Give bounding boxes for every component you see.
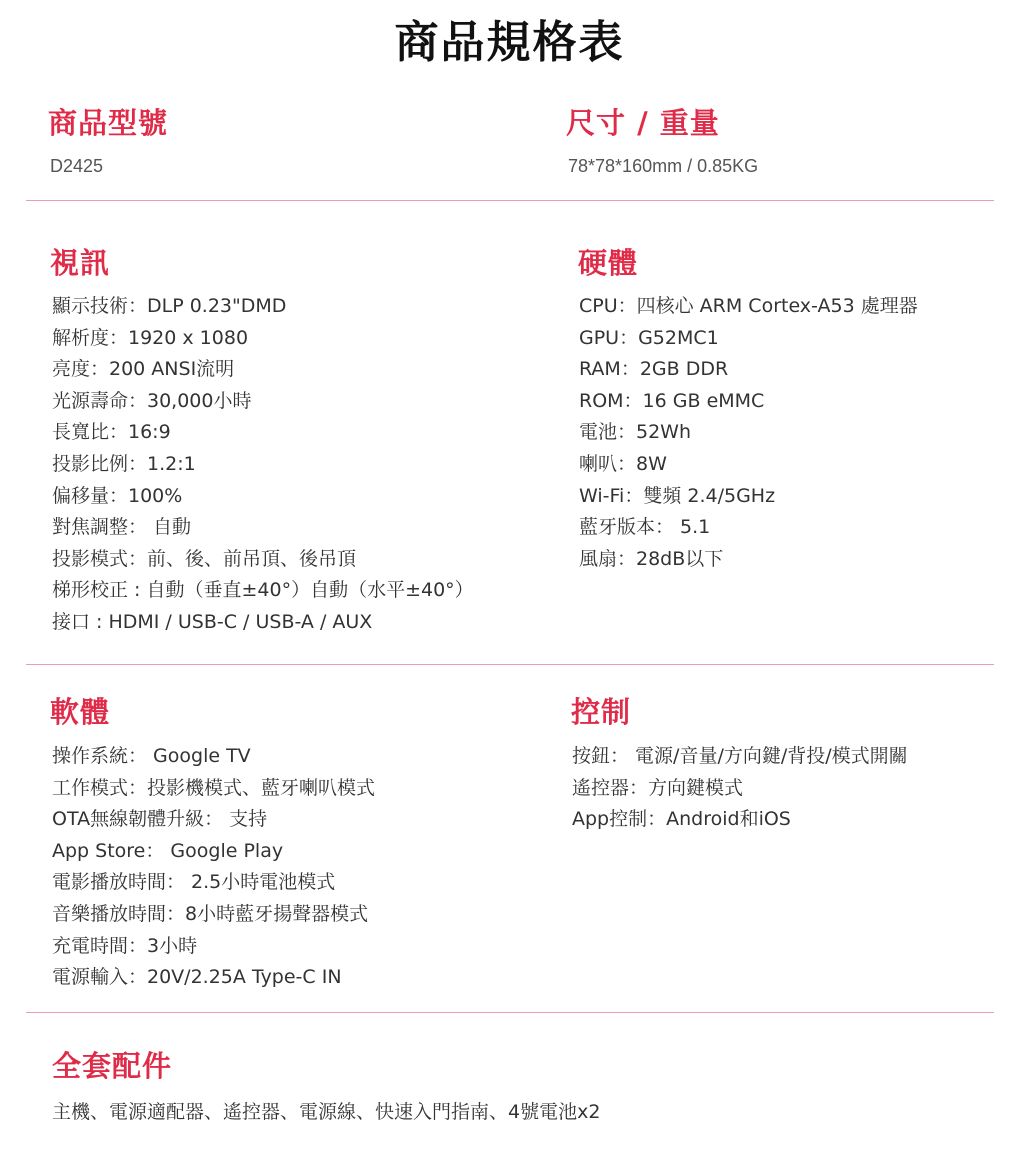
video-title: 視訊 (50, 246, 111, 280)
spec-item: Wi-Fi：雙頻 2.4/5GHz (579, 484, 776, 507)
size-value: 78*78*160mm / 0.85KG (568, 156, 759, 176)
video-spec-list (52, 291, 474, 639)
spec-item: RAM：2GB DDR (579, 358, 729, 381)
spec-item: CPU：四核心 ARM Cortex-A53 處理器 (579, 295, 918, 317)
spec-item: 遙控器：方向鍵模式 (572, 776, 744, 799)
spec-item: 電池：52Wh (579, 421, 692, 444)
hardware-title: 硬體 (578, 246, 639, 280)
size-title: 尺寸 / 重量 (566, 106, 720, 140)
spec-item: GPU：G52MC1 (579, 326, 719, 349)
spec-item: 電影播放時間： 2.5小時電池模式 (52, 871, 336, 894)
spec-item: 偏移量：100% (52, 484, 183, 507)
spec-item: 投影模式：前、後、前吊頂、後吊頂 (52, 547, 357, 570)
spec-item: 風扇：28dB以下 (579, 547, 724, 570)
spec-item: 音樂播放時間：8小時藍牙揚聲器模式 (52, 902, 369, 925)
divider (26, 200, 994, 201)
model-title: 商品型號 (48, 106, 169, 140)
divider (26, 1012, 994, 1013)
spec-item: 對焦調整： 自動 (52, 516, 192, 539)
hardware-spec-list (579, 291, 918, 575)
model-value: D2425 (50, 156, 104, 176)
spec-item: 喇叭：8W (579, 452, 667, 475)
spec-item: 投影比例：1.2:1 (52, 452, 196, 475)
spec-item: OTA無線韌體升級： 支持 (52, 808, 268, 831)
spec-item: 光源壽命：30,000小時 (52, 389, 252, 412)
control-title: 控制 (571, 695, 632, 729)
spec-item: 電源輸入：20V/2.25A Type-C IN (52, 966, 342, 989)
spec-item: 按鈕： 電源/音量/方向鍵/背投/模式開關 (572, 745, 908, 767)
page-title: 商品規格表 (394, 17, 625, 68)
spec-item: 操作系統： Google TV (52, 745, 251, 767)
spec-item: 梯形校正 : 自動（垂直±40°）自動（水平±40°） (52, 579, 474, 602)
spec-item: App Store： Google Play (52, 839, 284, 862)
spec-item: 工作模式：投影機模式、藍牙喇叭模式 (52, 776, 376, 799)
spec-item: App控制：Android和iOS (572, 808, 791, 831)
spec-item: 長寬比：16:9 (52, 421, 171, 444)
spec-item: 充電時間：3小時 (52, 934, 198, 957)
accessories-title: 全套配件 (52, 1049, 173, 1083)
divider (26, 664, 994, 665)
spec-item: 顯示技術：DLP 0.23"DMD (52, 295, 287, 317)
spec-item: 藍牙版本： 5.1 (579, 516, 711, 539)
accessories-list: 主機、電源適配器、遙控器、電源線、快速入門指南、4號電池x2 (52, 1101, 601, 1123)
spec-item: 接口 : HDMI / USB-C / USB-A / AUX (52, 610, 373, 633)
control-spec-list (572, 741, 908, 836)
software-spec-list (52, 741, 375, 994)
spec-item: 解析度：1920 x 1080 (52, 326, 249, 349)
spec-item: 亮度：200 ANSI流明 (52, 358, 235, 381)
spec-item: ROM：16 GB eMMC (579, 389, 765, 412)
software-title: 軟體 (50, 695, 111, 729)
